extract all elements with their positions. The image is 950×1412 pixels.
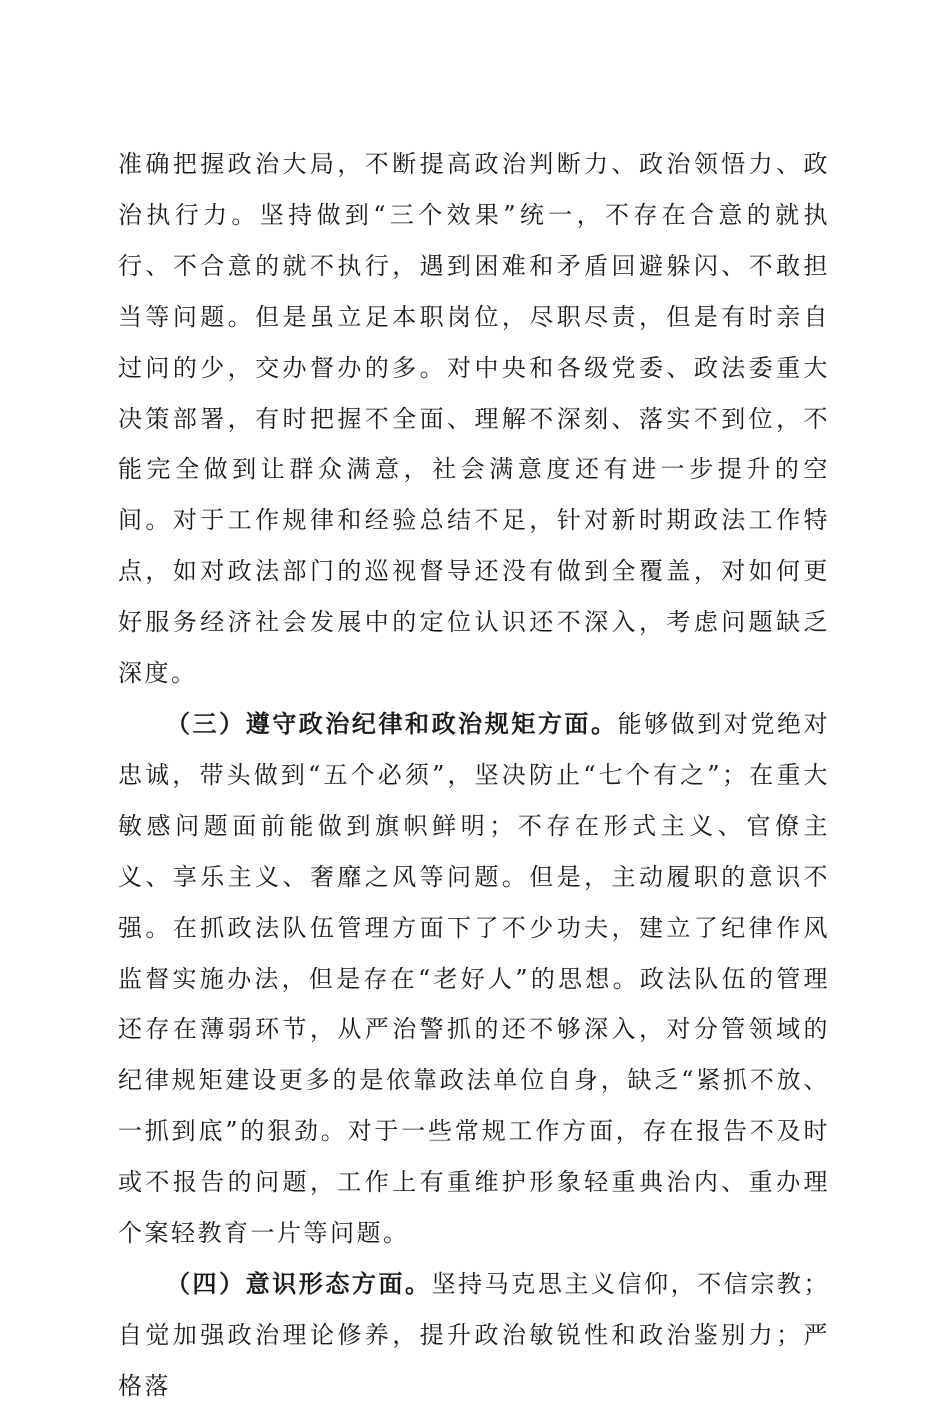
paragraph-text: 坚持马克思主义信仰，不信宗教；自觉加强政治理论修养，提升政治敏锐性和政治鉴别力；严格落 [118, 1269, 830, 1400]
paragraph-political-discipline [118, 699, 830, 1259]
paragraph-ideology [118, 1259, 830, 1412]
section-heading: （四）意识形态方面。 [166, 1268, 432, 1298]
section-heading: （三）遵守政治纪律和政治规矩方面。 [166, 708, 618, 738]
paragraph-text: 准确把握政治大局，不断提高政治判断力、政治领悟力、政治执行力。坚持做到“三个效果”统一，不存在合意的就执行、不合意的就不执行，遇到困难和矛盾回避躲闪、不敢担当等问题。但是虽立足本职岗位，尽职尽责，但是有时亲自过问的少，交办督办的多。对中央和各级党委、政法委重大决策部署，有时把握不全面、理解不深刻、落实不到位，不能完全做到让群众满意，社会满意度还有进一步提升的空间。对于工作规律和经验总结不足，针对新时期政法工作特点，如对政法部门的巡视督导还没有做到全覆盖，对如何更好服务经济社会发展中的定位认识还不深入，考虑问题缺乏深度。 [118, 150, 830, 688]
paragraph-continuation [118, 139, 830, 699]
document-body [118, 139, 830, 1412]
paragraph-text: 能够做到对党绝对忠诚，带头做到“五个必须”，坚决防止“七个有之”；在重大敏感问题面前能做到旗帜鲜明；不存在形式主义、官僚主义、享乐主义、奢靡之风等问题。但是，主动履职的意识不强。在抓政法队伍管理方面下了不少功夫，建立了纪律作风监督实施办法，但是存在“老好人”的思想。政法队伍的管理还存在薄弱环节，从严治警抓的还不够深入，对分管领域的纪律规矩建设更多的是依靠政法单位自身，缺乏“紧抓不放、一抓到底”的狠劲。对于一些常规工作方面，存在报告不及时或不报告的问题，工作上有重维护形象轻重典治内、重办理个案轻教育一片等问题。 [118, 709, 830, 1248]
